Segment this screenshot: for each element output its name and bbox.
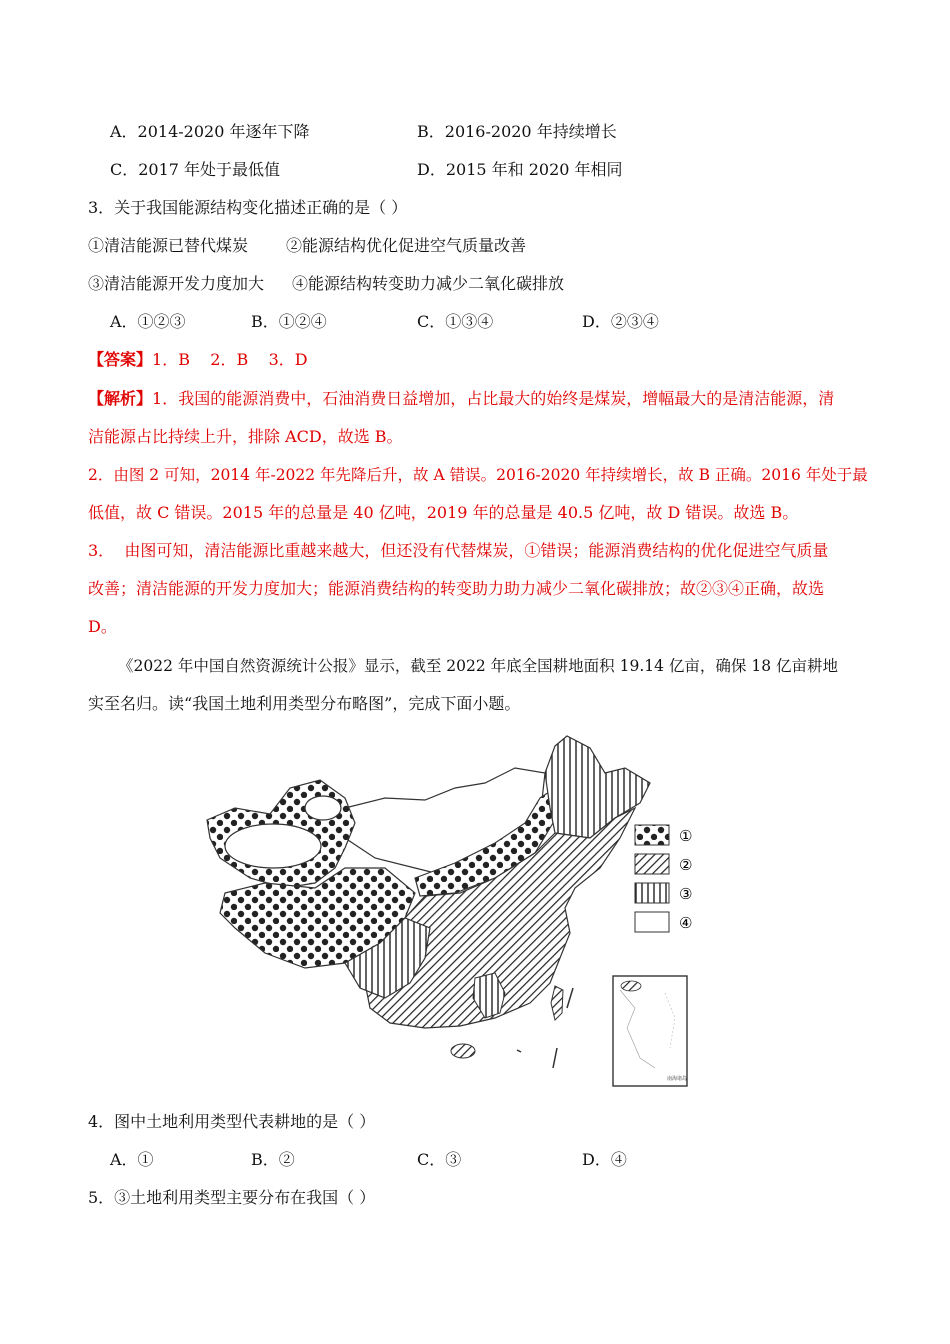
q3-statement-2: ②能源结构优化促进空气质量改善 <box>286 236 527 255</box>
analysis-p2-line2: 低值，故 C 错误。2015 年的总量是 40 亿吨，2019 年的总量是 40.5 亿吨，故 D 错误。故选 B。 <box>88 503 799 522</box>
answer-line <box>88 349 308 371</box>
q4-option-a: A．① <box>110 1150 154 1169</box>
q2-option-a: A．2014-2020 年逐年下降 <box>110 122 310 141</box>
analysis-p2-line1: 2．由图 2 可知，2014 年-2022 年先降后升，故 A 错误。2016-2020 年持续增长，故 B 正确。2016 年处于最 <box>88 466 868 484</box>
q3-option-d: D．②③④ <box>582 312 659 331</box>
analysis-label: 【解析】 <box>88 389 153 408</box>
q3-statement-4: ④能源结构转变助力减少二氧化碳排放 <box>292 274 565 293</box>
legend-label-3: ③ <box>679 885 693 903</box>
q2-option-c: C．2017 年处于最低值 <box>110 160 281 179</box>
land-use-map-svg <box>195 728 715 1098</box>
q2-option-b: B．2016-2020 年持续增长 <box>417 122 617 141</box>
q3-option-c: C．①③④ <box>417 312 494 331</box>
q3-option-b: B．①②④ <box>251 312 327 331</box>
land-use-map <box>195 728 715 1098</box>
q3-statement-3: ③清洁能源开发力度加大 <box>88 274 265 293</box>
q3-stem: 3．关于我国能源结构变化描述正确的是（ ） <box>88 198 408 217</box>
analysis-line-1 <box>88 388 834 410</box>
analysis-p1-line1: 1．我国的能源消费中，石油消费日益增加，占比最大的始终是煤炭，增幅最大的是清洁能源，清 <box>152 389 835 408</box>
q3-statement-1: ①清洁能源已替代煤炭 <box>88 236 249 255</box>
hainan <box>451 1044 475 1058</box>
q4-option-c: C．③ <box>417 1150 462 1169</box>
answer-label: 【答案】 <box>88 350 153 369</box>
legend-label-4: ④ <box>679 914 693 932</box>
q4-stem: 4．图中土地利用类型代表耕地的是（ ） <box>88 1112 376 1131</box>
region-type-3-northeast <box>545 736 650 838</box>
taiwan <box>551 986 563 1020</box>
legend-label-1: ① <box>679 827 693 845</box>
analysis-p1-line2: 洁能源占比持续上升，排除 ACD，故选 B。 <box>88 427 403 446</box>
inset-label: 南海诸岛 <box>667 1076 688 1082</box>
analysis-p3-line2: 改善；清洁能源的开发力度加大；能源消费结构的转变助力助力减少二氧化碳排放；故②③④正确，故选 <box>88 579 825 598</box>
q2-option-d: D．2015 年和 2020 年相同 <box>417 160 623 179</box>
junggar-basin <box>305 796 341 820</box>
analysis-p3-line3: D。 <box>88 617 117 636</box>
legend-label-2: ② <box>679 856 693 874</box>
q3-option-a: A．①②③ <box>110 312 186 331</box>
map-legend <box>635 825 692 932</box>
analysis-p3-line1: 3． 由图可知，清洁能源比重越来越大，但还没有代替煤炭，①错误；能源消费结构的优化促进空气质量 <box>88 541 829 560</box>
intro-line-1: 《2022 年中国自然资源统计公报》显示，截至 2022 年底全国耕地面积 19.14 亿亩，确保 18 亿亩耕地 <box>118 657 838 675</box>
q4-option-b: B．② <box>251 1150 295 1169</box>
q4-option-d: D．④ <box>582 1150 627 1169</box>
tarim-basin <box>225 824 321 868</box>
answer-text: 1．B 2．B 3．D <box>152 350 308 369</box>
intro-line-2: 实至名归。读“我国土地利用类型分布略图”，完成下面小题。 <box>88 694 521 713</box>
south-china-sea-inset <box>613 976 687 1086</box>
q5-stem: 5．③土地利用类型主要分布在我国（ ） <box>88 1188 376 1207</box>
